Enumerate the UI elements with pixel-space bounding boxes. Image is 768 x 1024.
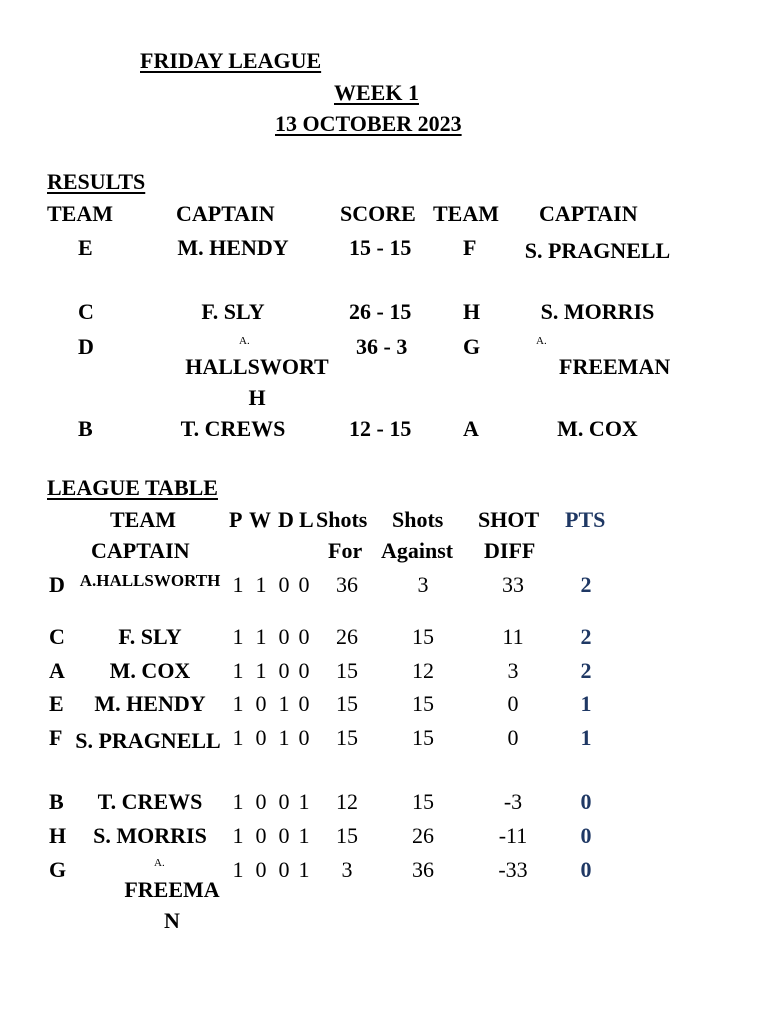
league-shots-against: 15: [412, 789, 434, 814]
league-pts: 2: [580, 624, 592, 649]
league-shots-against: 3: [417, 572, 429, 597]
league-captain: S. MORRIS: [93, 823, 207, 848]
league-table-heading: LEAGUE TABLE: [47, 475, 218, 500]
league-col-played: P: [229, 507, 243, 532]
league-shots-for: 15: [336, 691, 358, 716]
league-col-shot-diff-2: DIFF: [484, 538, 536, 563]
league-col-team: TEAM: [110, 507, 176, 532]
league-col-won: W: [249, 507, 271, 532]
league-col-captain: CAPTAIN: [91, 538, 190, 563]
league-shots-for: 12: [336, 789, 358, 814]
league-lost: 0: [298, 624, 310, 649]
league-shot-diff: -11: [498, 823, 528, 848]
league-shots-for: 36: [336, 572, 358, 597]
results-col-captain: CAPTAIN: [176, 201, 275, 226]
league-drawn: 0: [278, 789, 290, 814]
league-pts: 0: [580, 789, 592, 814]
league-pts: 0: [580, 857, 592, 882]
league-won: 0: [255, 823, 267, 848]
league-captain-initial: A.: [154, 857, 165, 869]
result-team-2: G: [463, 334, 481, 359]
league-won: 1: [255, 572, 267, 597]
league-played: 1: [232, 624, 244, 649]
league-lost: 0: [298, 658, 310, 683]
results-col-team: TEAM: [47, 201, 113, 226]
league-drawn: 0: [278, 823, 290, 848]
league-shots-for: 15: [336, 658, 358, 683]
result-team-1: C: [78, 299, 94, 324]
result-captain-1-initial: A.: [239, 335, 250, 347]
results-col-team-2: TEAM: [433, 201, 499, 226]
league-won: 0: [255, 857, 267, 882]
results-col-captain-2: CAPTAIN: [539, 201, 638, 226]
result-team-2: A: [463, 416, 479, 441]
league-captain: A.HALLSWORTH: [79, 571, 221, 590]
league-drawn: 0: [278, 572, 290, 597]
results-col-score: SCORE: [340, 201, 416, 226]
league-col-shots-for: Shots: [316, 507, 368, 532]
league-col-shots-for-2: For: [328, 538, 363, 563]
result-captain-1: M. HENDY: [177, 235, 289, 260]
league-drawn: 1: [278, 725, 290, 750]
league-pts: 1: [580, 691, 592, 716]
league-captain: F. SLY: [118, 624, 182, 649]
league-shots-for: 15: [336, 823, 358, 848]
league-captain: T. CREWS: [97, 789, 203, 814]
league-title: FRIDAY LEAGUE: [140, 48, 322, 73]
result-captain-2: M. COX: [557, 416, 638, 441]
league-played: 1: [232, 857, 244, 882]
league-team: F: [49, 725, 63, 750]
league-lost: 1: [298, 789, 310, 814]
league-captain: FREEMAN: [124, 877, 220, 933]
league-col-drawn: D: [278, 507, 294, 532]
league-drawn: 1: [278, 691, 290, 716]
league-pts: 2: [580, 658, 592, 683]
league-won: 0: [255, 691, 267, 716]
result-score: 36 - 3: [356, 334, 408, 359]
league-team: E: [49, 691, 64, 716]
league-shots-for: 26: [336, 624, 358, 649]
league-shots-against: 15: [412, 725, 434, 750]
league-played: 1: [232, 789, 244, 814]
league-shots-against: 26: [412, 823, 434, 848]
league-col-lost: L: [299, 507, 314, 532]
league-pts: 0: [580, 823, 592, 848]
result-team-2: H: [463, 299, 481, 324]
league-lost: 1: [298, 857, 310, 882]
league-played: 1: [232, 691, 244, 716]
league-team: H: [49, 823, 67, 848]
league-won: 0: [255, 789, 267, 814]
league-pts: 2: [580, 572, 592, 597]
date-label: 13 OCTOBER 2023: [275, 111, 462, 136]
result-captain-2: S. PRAGNELL: [524, 238, 671, 263]
league-team: G: [49, 857, 67, 882]
result-team-1: E: [78, 235, 93, 260]
result-score: 12 - 15: [349, 416, 412, 441]
league-drawn: 0: [278, 624, 290, 649]
league-shot-diff: 33: [502, 572, 524, 597]
league-shot-diff: 0: [507, 691, 519, 716]
league-drawn: 0: [278, 857, 290, 882]
result-score: 26 - 15: [349, 299, 412, 324]
league-team: B: [49, 789, 64, 814]
result-captain-2: FREEMAN: [559, 354, 671, 379]
league-lost: 0: [298, 725, 310, 750]
league-played: 1: [232, 823, 244, 848]
league-col-shot-diff: SHOT: [478, 507, 540, 532]
league-col-shots-against: Shots: [392, 507, 444, 532]
result-team-2: F: [463, 235, 477, 260]
league-shots-against: 15: [412, 691, 434, 716]
league-team: D: [49, 572, 65, 597]
league-pts: 1: [580, 725, 592, 750]
result-team-1: D: [78, 334, 94, 359]
league-team: C: [49, 624, 65, 649]
league-shots-against: 12: [412, 658, 434, 683]
week-label: WEEK 1: [334, 80, 419, 105]
result-captain-2-initial: A.: [536, 335, 547, 347]
result-captain-1: T. CREWS: [180, 416, 286, 441]
league-lost: 0: [298, 572, 310, 597]
league-won: 1: [255, 624, 267, 649]
result-score: 15 - 15: [349, 235, 412, 260]
league-captain: M. HENDY: [94, 691, 206, 716]
league-shots-for: 15: [336, 725, 358, 750]
league-played: 1: [232, 658, 244, 683]
league-drawn: 0: [278, 658, 290, 683]
league-team: A: [49, 658, 65, 683]
result-captain-1: F. SLY: [201, 299, 265, 324]
league-shot-diff: 0: [507, 725, 519, 750]
league-shots-against: 36: [412, 857, 434, 882]
league-lost: 1: [298, 823, 310, 848]
league-shot-diff: -33: [498, 857, 528, 882]
results-heading: RESULTS: [47, 169, 146, 194]
league-col-shots-against-2: Against: [381, 538, 454, 563]
league-col-pts: PTS: [565, 507, 606, 532]
league-shot-diff: 3: [507, 658, 519, 683]
result-captain-1: HALLSWORTH: [185, 354, 329, 410]
league-captain: S. PRAGNELL: [75, 728, 221, 753]
result-captain-2: S. MORRIS: [540, 299, 655, 324]
league-shot-diff: -3: [503, 789, 523, 814]
league-won: 0: [255, 725, 267, 750]
league-lost: 0: [298, 691, 310, 716]
league-played: 1: [232, 725, 244, 750]
league-won: 1: [255, 658, 267, 683]
result-team-1: B: [78, 416, 93, 441]
league-shots-against: 15: [412, 624, 434, 649]
league-captain: M. COX: [109, 658, 191, 683]
league-played: 1: [232, 572, 244, 597]
league-shot-diff: 11: [502, 624, 524, 649]
league-shots-for: 3: [341, 857, 353, 882]
